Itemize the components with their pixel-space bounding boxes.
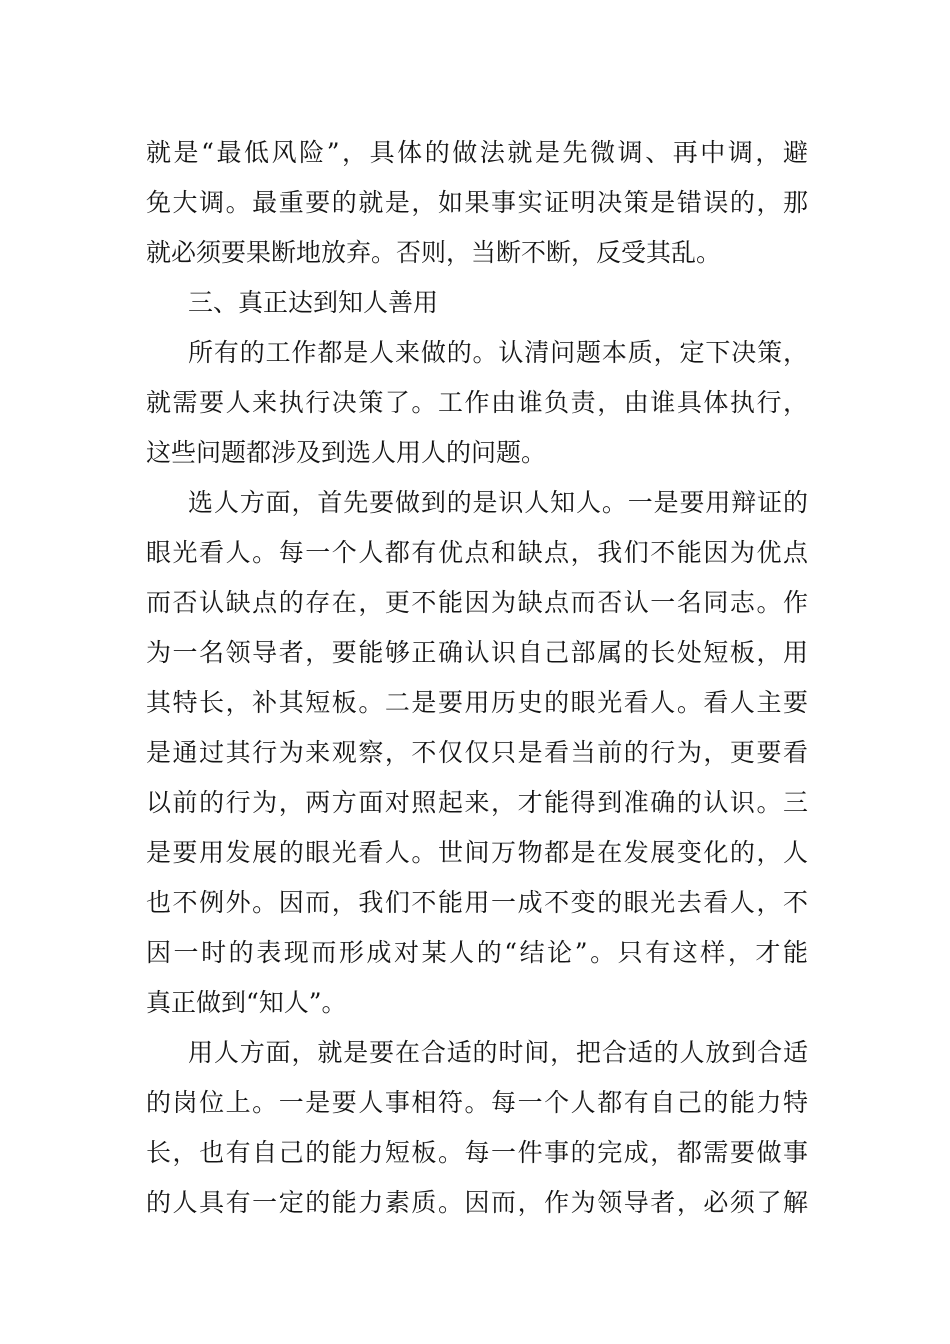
text-line: 就必须要果断地放弃。否则，当断不断，反受其乱。 (146, 238, 722, 267)
text-line: 就是“最低风险”，具体的做法就是先微调、再中调，避 (146, 138, 808, 167)
document-body (146, 128, 808, 1228)
text-line: 就需要人来执行决策了。工作由谁负责，由谁具体执行， (146, 388, 808, 417)
text-line: 这些问题都涉及到选人用人的问题。 (146, 438, 547, 467)
text-line: 为一名领导者，要能够正确认识自己部属的长处短板，用 (146, 638, 808, 667)
text-line: 也不例外。因而，我们不能用一成不变的眼光去看人，不 (146, 888, 808, 917)
text-line: 是通过其行为来观察，不仅仅只是看当前的行为，更要看 (146, 738, 808, 767)
text-line: 真正做到“知人”。 (146, 988, 347, 1017)
text-line: 是要用发展的眼光看人。世间万物都是在发展变化的，人 (146, 838, 808, 867)
text-line: 长，也有自己的能力短板。每一件事的完成，都需要做事 (146, 1138, 808, 1167)
text-line: 所有的工作都是人来做的。认清问题本质，定下决策， (188, 338, 808, 367)
text-line: 而否认缺点的存在，更不能因为缺点而否认一名同志。作 (146, 588, 808, 617)
text-line: 用人方面，就是要在合适的时间，把合适的人放到合适 (188, 1038, 808, 1067)
text-line: 免大调。最重要的就是，如果事实证明决策是错误的，那 (146, 188, 808, 217)
section-heading: 三、真正达到知人善用 (188, 288, 439, 317)
text-line: 因一时的表现而形成对某人的“结论”。只有这样，才能 (146, 938, 808, 967)
text-line: 其特长，补其短板。二是要用历史的眼光看人。看人主要 (146, 688, 808, 717)
text-line: 眼光看人。每一个人都有优点和缺点，我们不能因为优点 (146, 538, 808, 567)
text-line: 选人方面，首先要做到的是识人知人。一是要用辩证的 (188, 488, 808, 517)
text-line: 的岗位上。一是要人事相符。每一个人都有自己的能力特 (146, 1088, 808, 1117)
text-line: 以前的行为，两方面对照起来，才能得到准确的认识。三 (146, 788, 808, 817)
text-line: 的人具有一定的能力素质。因而，作为领导者，必须了解 (146, 1188, 808, 1217)
